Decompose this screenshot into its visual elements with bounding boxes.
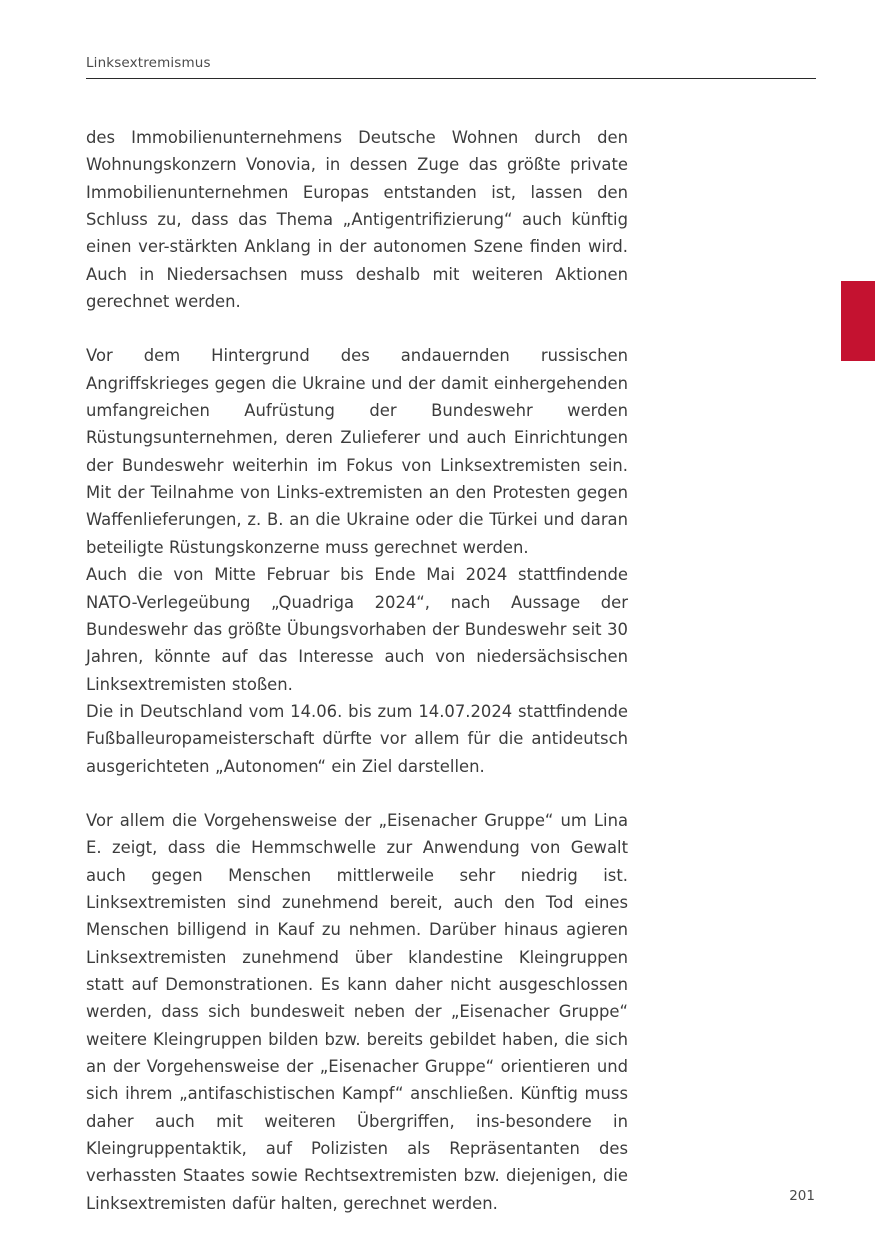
page-number: 201 — [789, 1188, 815, 1204]
paragraph-block — [86, 124, 628, 315]
paragraph: Vor allem die Vorgehensweise der „Eisenacher Gruppe“ um Lina E. zeigt, dass die Hemmschwelle zur Anwendung von Gewalt auch gegen Menschen mittlerweile sehr niedrig ist. Linksextremisten sind zunehmend bereit, auch den Tod eines Menschen billigend in Kauf zu nehmen. Darüber hinaus agieren Linksextremisten zunehmend über klandestine Kleingruppen statt auf Demonstrationen. Es kann daher nicht ausgeschlossen werden, dass sich bundesweit neben der „Eisenacher Gruppe“ weitere Kleingruppen bilden bzw. bereits gebildet haben, die sich an der Vorgehensweise der „Eisenacher Gruppe“ orientieren und sich ihrem „antifaschistischen Kampf“ anschließen. Künftig muss daher auch mit weiteren Übergriffen, ins-besondere in Kleingruppentaktik, auf Polizisten als Repräsentanten des verhassten Staates sowie Rechtsextremisten bzw. diejenigen, die Linksextremisten dafür halten, gerechnet werden. — [86, 810, 628, 1213]
chapter-thumb-tab — [841, 281, 875, 361]
paragraph: Vor dem Hintergrund des andauernden russischen Angriffskrieges gegen die Ukraine und der damit einhergehenden umfangreichen Aufrüstung der Bundeswehr werden Rüstungsunternehmen, deren Zulieferer und auch Einrichtungen der Bundeswehr weiterhin im Fokus von Linksextremisten sein. Mit der Teilnahme von Links-extremisten an den Protesten gegen Waffenlieferungen, z. B. an die Ukraine oder die Türkei und daran beteiligte Rüstungskonzerne muss gerechnet werden. — [86, 346, 628, 557]
paragraph: Auch die von Mitte Februar bis Ende Mai 2024 stattfindende NATO-Verlegeübung „Quadriga 2024“, nach Aussage der Bundeswehr das größte Übungsvorhaben der Bundeswehr seit 30 Jahren, könnte auf das Interesse auch von niedersächsischen Linksextremisten stoßen. — [86, 565, 628, 694]
running-head-label: Linksextremismus — [86, 55, 211, 71]
body-text-column — [86, 124, 628, 1217]
running-head — [86, 54, 816, 72]
paragraph: Die in Deutschland vom 14.06. bis zum 14.07.2024 stattfindende Fußballeuropameisterschaft dürfte vor allem für die antideutsch ausgerichteten „Autonomen“ ein Ziel darstellen. — [86, 701, 628, 776]
paragraph: des Immobilienunternehmens Deutsche Wohnen durch den Wohnungskonzern Vonovia, in dessen Zuge das größte private Immobilienunternehmen Europas entstanden ist, lassen den Schluss zu, dass das Thema „Antigentrifizierung“ auch künftig einen ver-stärkten Anklang in der autonomen Szene finden wird. Auch in Niedersachsen muss deshalb mit weiteren Aktionen gerechnet werden. — [86, 128, 628, 312]
paragraph-block — [86, 342, 628, 780]
header-rule — [86, 78, 816, 79]
paragraph-block — [86, 807, 628, 1217]
